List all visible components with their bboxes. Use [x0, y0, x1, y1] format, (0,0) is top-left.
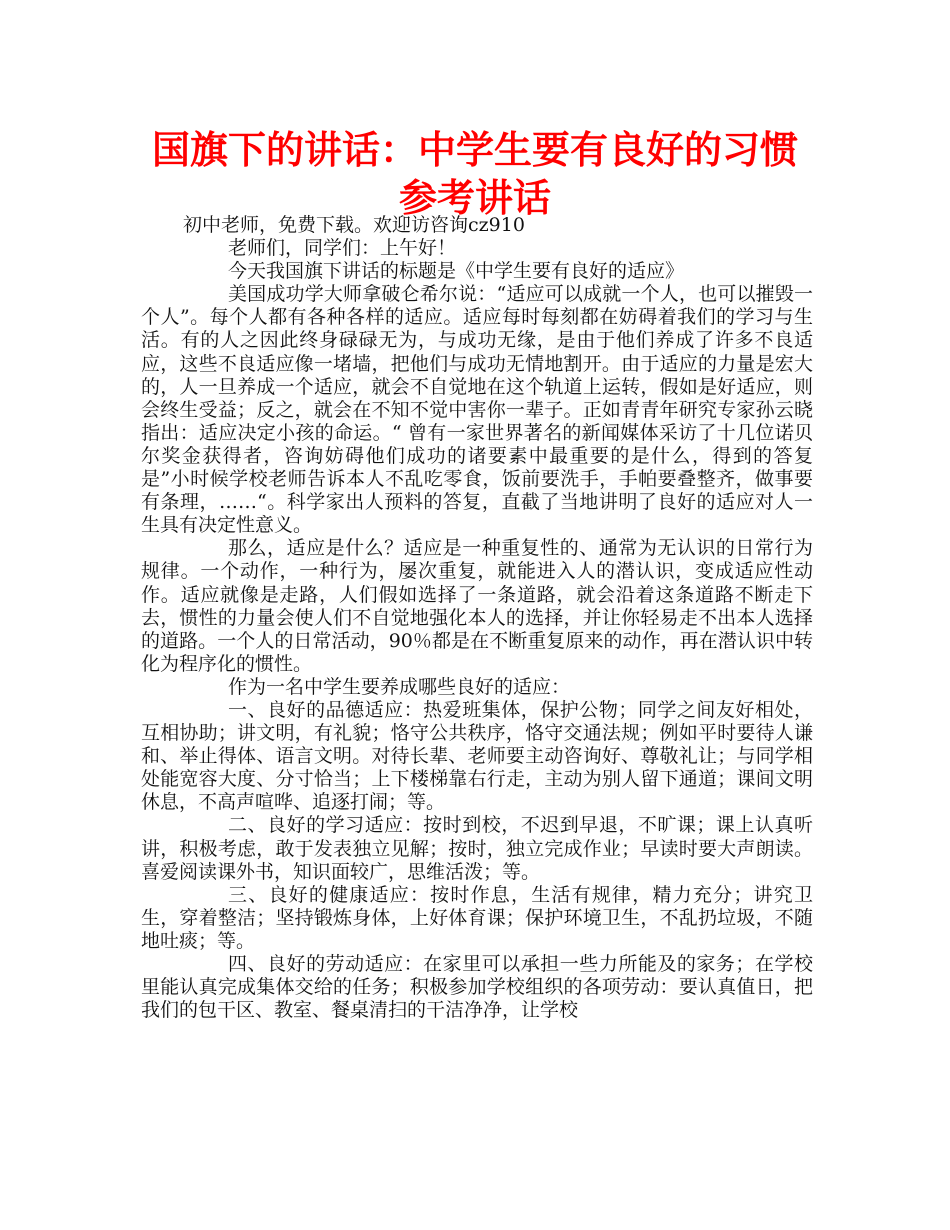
paragraph-list-intro: 作为一名中学生要养成哪些良好的适应： [228, 675, 571, 698]
paragraph-moral-habits: 一、良好的品德适应：热爱班集体，保护公物；同学之间友好相处，互相协助；讲文明，有礼貌；恪守公共秩序，恪守交通法规；例如平时要待人谦和、举止得体、语言文明。对待长辈、老师要主动咨询好、尊敬礼让；与同学相处能宽容大度、分寸恰当；上下楼梯靠右行走，主动为别人留下通道；课间文明休息，不高声喧哗、追逐打闹；等。 [141, 698, 813, 814]
paragraph-intro: 初中老师，免费下载。欢迎访咨询cz910 [183, 214, 525, 236]
paragraph-health-habits: 三、良好的健康适应：按时作息，生活有规律，精力充分；讲究卫生，穿着整洁；坚持锻炼身体，上好体育课；保护环境卫生，不乱扔垃圾，不随地吐痰；等。 [141, 883, 813, 952]
paragraph-study-habits: 二、良好的学习适应：按时到校，不迟到早退，不旷课；课上认真听讲，积极考虑，敢于发表独立见解；按时，独立完成作业；早读时要大声朗读。喜爱阅读课外书，知识面较广，思维活泼；等。 [141, 814, 813, 883]
paragraph-greeting: 老师们，同学们：上午好！ [228, 237, 457, 260]
paragraph-topic: 今天我国旗下讲话的标题是《中学生要有良好的适应》 [228, 260, 685, 283]
paragraph-quote: 美国成功学大师拿破仑希尔说：“适应可以成就一个人，也可以摧毁一个人”。每个人都有各种各样的适应。适应每时每刻都在妨碍着我们的学习与生活。有的人之因此终身碌碌无为，与成功无缘，是由于他们养成了许多不良适应，这些不良适应像一堵墙，把他们与成功无情地割开。由于适应的力量是宏大的，人一旦养成一个适应，就会不自觉地在这个轨道上运转，假如是好适应，则会终生受益；反之，就会在不知不觉中害你一辈子。正如青青年研究专家孙云晓指出：适应决定小孩的命运。“ 曾有一家世界著名的新闻媒体采访了十几位诺贝尔奖金获得者，咨询妨碍他们成功的诸要素中最重要的是什么，得到的答复是”小时候学校老师告诉本人不乱吃零食，饭前要洗手，手帕要叠整齐，做事要有条理，……“。科学家出人预料的答复，直截了当地讲明了良好的适应对人一生具有决定性意义。 [141, 283, 813, 537]
paragraph-definition: 那么，适应是什么？适应是一种重复性的、通常为无认识的日常行为规律。一个动作，一种行为，屡次重复，就能进入人的潜认识，变成适应性动作。适应就像是走路，人们假如选择了一条道路，就会沿着这条道路不断走下去，惯性的力量会使人们不自觉地强化本人的选择，并让你轻易走不出本人选择的道路。一个人的日常活动，90％都是在不断重复原来的动作，再在潜认识中转化为程序化的惯性。 [141, 537, 813, 675]
paragraph-labor-habits: 四、良好的劳动适应：在家里可以承担一些力所能及的家务；在学校里能认真完成集体交给的任务；积极参加学校组织的各项劳动：要认真值日，把我们的包干区、教室、餐桌清扫的干洁净净，让学校 [141, 953, 813, 1022]
document-title: 国旗下的讲话：中学生要有良好的习惯参考讲话 [151, 128, 798, 220]
document-body [141, 214, 813, 1022]
